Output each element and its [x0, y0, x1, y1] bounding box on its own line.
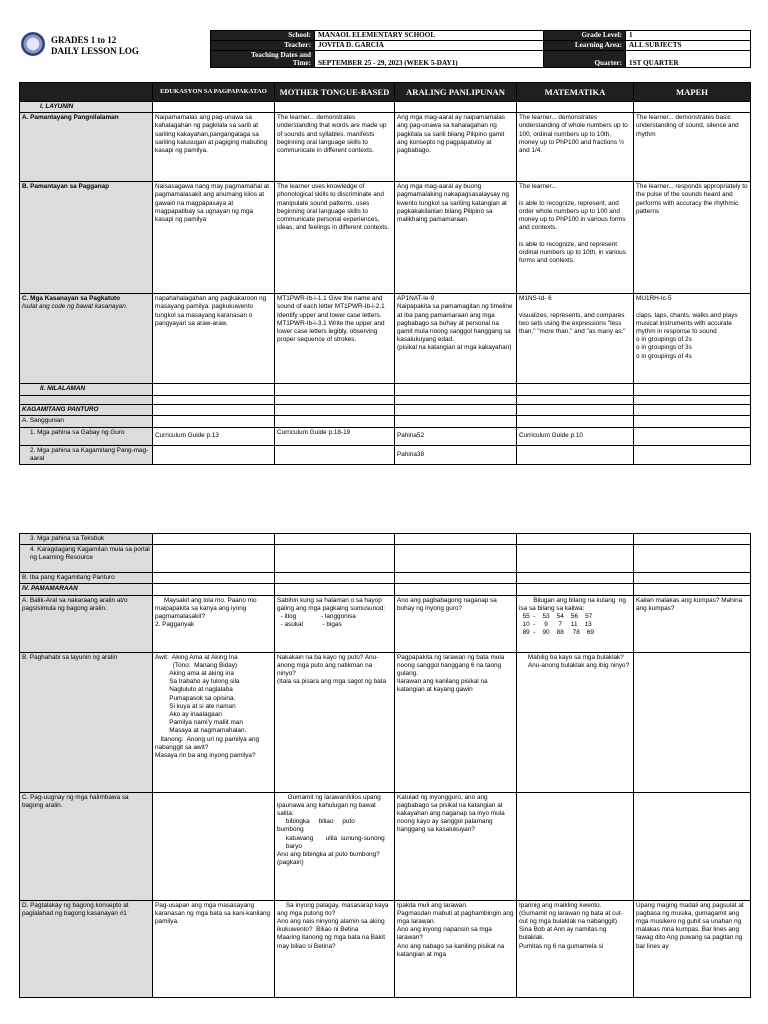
section-nilalaman: [20, 384, 751, 396]
cell: [153, 102, 275, 113]
blank-header: [20, 83, 153, 102]
deped-seal-icon: [21, 32, 45, 56]
cell: Upang maging madali ang pagsulat at pagbasa ng musika, gumagamit ang mga musikero ng guhit sa unahan ng malakas mna kumpas. Bar lines ang tawag dito Ang puwang sa pagitan ng bar lines ay: [634, 900, 751, 997]
section-layunin: [20, 102, 751, 113]
row-label: C. Pag-uugnay ng mga halimbawa sa bagong aralin.: [20, 792, 153, 900]
cell: [634, 384, 751, 396]
cell: M1NS-Id- 6 visualizes, represents, and compares two sets using the expressions "less than," "more than," and "as many as.": [517, 294, 634, 384]
cell: [634, 584, 751, 595]
cell: [634, 652, 751, 792]
cell: The learner... is able to recognize, represent, and order whole numbers up to 100 and money up to PhP100 in various forms and contexts. is able to recognize, and represent ordinal numbers up to 10th, in various forms and contexts.: [517, 182, 634, 294]
school-value: MANAOL ELEMENTARY SCHOOL: [315, 31, 544, 41]
cell: [634, 573, 751, 584]
cell: Katulad ng inyongguro, ano ang pagbabago sa pisikal na katangian at kakayahan ang naganap sa inyo mula noong kayo ay sanggol palamang hanggang sa kasalukuyan?: [395, 792, 517, 900]
cell: Awit: Aking Ama at Aking Ina (Tono: Manang Biday) Aking ama at aking ina Sa trabaho ay tulong sila Nagluluto at naglalaba Pumapasok sa opisina. Si kuya at si ate naman Ako ay inaalagaan Pamilya nami'y maliit man Masaya at nagmamahalan. Itanong: Anong uri ng pamilya ang nabanggit sa awit? Masaya rin ba ang inyong pamilya?: [153, 652, 275, 792]
kagamitan-label: KAGAMITANG PANTURO: [20, 405, 153, 416]
col-math: MATEMATIKA: [517, 83, 634, 102]
cell: [275, 534, 395, 545]
row-balik-aral: [20, 595, 751, 652]
title-line-2: DAILY LESSON LOG: [51, 46, 139, 56]
cell: Curriculum Guide p.10: [517, 427, 634, 445]
col-ap: ARALING PANLIPUNAN: [395, 83, 517, 102]
teacher-label: Teacher:: [211, 41, 315, 51]
cell: [517, 405, 634, 416]
cell: [517, 573, 634, 584]
cell: [634, 396, 751, 405]
row-blank: [20, 396, 751, 405]
cell: Naisasagawa nang may pagmamahal at pagmamalasakit ang anumang kilos at gawain na magpapasaya at magpapatibay sa ugnayan ng mga kasapi ng pamilya: [153, 182, 275, 294]
cell: Mahilig ba kayo sa mga bulaklak? Anu-anong bulaklak ang ibig ninyo?: [517, 652, 634, 792]
cell: [275, 416, 395, 427]
cell: [634, 445, 751, 464]
cell: The learner... demonstrates understanding that words are made up of sounds and syllables. manifests beginning oral language skills to communicate in different contexts.: [275, 113, 395, 182]
cell: [517, 416, 634, 427]
cell: Pahina38: [395, 445, 517, 464]
row-iba-pang-kagamitan: [20, 573, 751, 584]
cell: [153, 445, 275, 464]
lesson-log-page-1: [19, 28, 750, 465]
cell: The learner uses knowledge of phonological skills to discriminate and manipulate sound patterns. uses beginning oral language skills to communicate personal experiences, ideas, and feelings in different contexts.: [275, 182, 395, 294]
cell: Bilugan ang bilang na kulang ng isa sa bilang sa kaliwa: 55 - 53 54 56 57 10 - 9 7 11 13 89 - 90 88 78 69: [517, 595, 634, 652]
lesson-log-page-2: [19, 533, 750, 998]
cell: [517, 396, 634, 405]
cell: [634, 792, 751, 900]
cell: [20, 396, 153, 405]
cell: The learner... demonstrates understanding of whole numbers up to 100, ordinal numbers up to 10th, money up to PhP100 and fractions ½ and 1/4.: [517, 113, 634, 182]
dates-label-line2: Time:: [292, 59, 311, 67]
kagamitan-pm-label: 2. Mga pahina sa Kagamitang Pang-mag-aaral: [20, 445, 153, 464]
school-label: School:: [211, 31, 315, 41]
row-label: B. Pamantayan sa Pagganap: [20, 182, 153, 294]
cell: [275, 384, 395, 396]
cell: [517, 102, 634, 113]
col-mtb: MOTHER TONGUE-BASED: [275, 83, 395, 102]
cell: Ipakita muli ang larawan. Pagmasdan mabuti at paghambingin ang mga larawan. Ano ang inyong napansin sa mga larawan? Ano ang nabago sa kaniling pisikal na katangian at mga: [395, 900, 517, 997]
row-pamantayang-pangnilalaman: [20, 113, 751, 182]
cell: [517, 545, 634, 573]
area-value: ALL SUBJECTS: [626, 41, 751, 51]
cell: AP1NAT-Ie-9 Naipapakita sa pamamagitan ng timeline at iba pang pamamaraan ang mga pagbabago sa buhay at personal na gamit mula noong sanggol hanggang sa kasalukuyang edad. (pisikal na katangian at mga kakayahan): [395, 294, 517, 384]
cell: [275, 545, 395, 573]
cell: [153, 792, 275, 900]
cell: [153, 534, 275, 545]
teacher-value: JOVITA D. GARCIA: [315, 41, 544, 51]
cell: Pagpapakita ng larawan ng bata mula noong sanggol hanggang 6 na taong gulang. Ilarawan ang kanilang pisikal na katangian at kayang gawin: [395, 652, 517, 792]
cell: [517, 584, 634, 595]
cell: Ang mga mag-aaral ay buong pagmamalaking nakapagsasalaysay ng kwento tungkol sa sariling katangian at pagkakakilanlan bilang Pilipino sa malikhaing pamamaraan.: [395, 182, 517, 294]
cell: [153, 584, 275, 595]
cell: Ang mga mag-aaral ay naipamamalas ang pag-unawa sa kahalagahan ng pagkilala sa sarili bilang Pilipino gamit ang konsepto ng pagpapatuloy at pagbabago.: [395, 113, 517, 182]
lesson-table-1: [19, 82, 751, 465]
cell: [395, 405, 517, 416]
cell: [275, 102, 395, 113]
row-label: B. Paghahabi sa layunin ng aralin: [20, 652, 153, 792]
cell: [153, 416, 275, 427]
gabay-label: 1. Mga pahina sa Gabay ng Guro: [20, 427, 153, 445]
pamamaraan-label: IV. PAMAMARAAN: [20, 584, 153, 595]
cell: [395, 102, 517, 113]
grade-label: Grade Level:: [544, 31, 626, 41]
cell: [395, 573, 517, 584]
cell: [634, 545, 751, 573]
cell: Iparinig ang maikling kwento. (Gumamit ng larawan ng bata at cut-out ng mga bulaklak na nabanggit) Sina Bob at Ann ay namitas ng bulaklak. Pumitas ng 6 na gumamela si: [517, 900, 634, 997]
cell: Curriculum Guide p.13: [153, 427, 275, 445]
sanggunian-label: A. Sanggunian: [20, 416, 153, 427]
cell: [395, 545, 517, 573]
cell: The learner... responds appropriately to the pulse of the sounds heard and performs with accuracy the rhythmic patterns: [634, 182, 751, 294]
row-sanggunian: [20, 416, 751, 427]
cell: [275, 405, 395, 416]
cell: [634, 405, 751, 416]
section-kagamitan: [20, 405, 751, 416]
row-gabay: [20, 427, 751, 445]
lesson-table-2: [19, 533, 751, 998]
dates-label-line1: Teaching Dates and: [250, 51, 311, 59]
cell: [395, 416, 517, 427]
row-label: A. Balik-Aral sa nakaraang aralin at/o pagsisimula ng bagong aralin.: [20, 595, 153, 652]
cell: [153, 545, 275, 573]
cell: [275, 584, 395, 595]
cell: Curriculum Guide p.18-19: [275, 427, 395, 445]
cell: [634, 102, 751, 113]
row-karagdagang: [20, 545, 751, 573]
row-pagtalakay-1: [20, 900, 751, 997]
teksbuk-label: 3. Mga pahina sa Teksbuk: [20, 534, 153, 545]
cell: [395, 584, 517, 595]
row-paghahabi: [20, 652, 751, 792]
cell: [517, 384, 634, 396]
iba-label: B. Iba pang Kagamitang Panturo: [20, 573, 153, 584]
cell: [634, 534, 751, 545]
cell: Nakakain na ba kayo ng puto? Anu-anong mga puto ang natikman na ninyo? (Itala sa pisara ang mga sagot ng bata: [275, 652, 395, 792]
cell: Maysakit ang lola mo. Paano mo maipapakita sa kanya ang iyong pagmamalasakit? 2. Pagganyak: [153, 595, 275, 652]
log-title: [51, 35, 139, 57]
cell: Sabihin kung sa halaman o sa hayop galing ang mga pagkaing sumusunod: - itlog - langgonisa - asukal - bigas: [275, 595, 395, 652]
quarter-value: 1ST QUARTER: [626, 51, 751, 68]
column-header-row: [20, 83, 751, 102]
col-esp: EDUKASYON SA PAGPAPAKATAO: [153, 83, 275, 102]
cell: Gumamit ng larawan/kilos upang ipaunawa ang kahulugan ng bawat salita: bibingka biliao puto bumbong katuwang ulila sunung-sunong baryo Ano ang bibingka at puto bumbong? (pagkain): [275, 792, 395, 900]
row-label-sub: Isulat ang code ng bawat kasanayan.: [22, 303, 128, 311]
row-label: [20, 294, 153, 384]
dates-label: [211, 51, 315, 68]
row-label: D. Pagtalakay ng bagong konsepto at paglalahad ng bagong kasanayan #1: [20, 900, 153, 997]
nilalaman-label: II. NILALAMAN: [20, 384, 153, 396]
cell: Ano ang pagbabagong naganap sa buhay ng inyong guro?: [395, 595, 517, 652]
row-label-text: C. Mga Kasanayan sa Pagkatuto: [22, 295, 121, 303]
grade-value: 1: [626, 31, 751, 41]
header-table: [210, 30, 751, 68]
cell: [517, 792, 634, 900]
row-kasanayan: [20, 294, 751, 384]
cell: Pahina52: [395, 427, 517, 445]
cell: Kailan malakas ang kumpas? Mahina ang kumpas?: [634, 595, 751, 652]
cell: The learner... demonstrates basic understanding of sound, silence and rhythm: [634, 113, 751, 182]
area-label: Learning Area:: [544, 41, 626, 51]
cell: [153, 573, 275, 584]
cell: Pag-usapan ang mga masasayang karanasan ng mga bata sa kani-kanilang pamilya.: [153, 900, 275, 997]
row-kagamitang-pang-mag-aaral: [20, 445, 751, 464]
row-label: A. Pamantayang Pangnilalaman: [20, 113, 153, 182]
cell: MU1RH-Ic-5 claps, taps, chants, walks and plays musical instruments with accurate rhythm in response to sound o in groupings of 2s o in groupings of 3s o in groupings of 4s: [634, 294, 751, 384]
row-pag-uugnay: [20, 792, 751, 900]
cell: [634, 427, 751, 445]
header-block: [19, 28, 750, 78]
cell: napahahalagahan ang pagkakaroon ng masayang pamilya. pagkukuwento tungkol sa masayang karanasan o pangyayari sa araw-araw.: [153, 294, 275, 384]
row-pamantayan-sa-pagganap: [20, 182, 751, 294]
dates-value: SEPTEMBER 25 - 29, 2023 (WEEK 5-DAY1): [315, 51, 544, 68]
cell: [153, 396, 275, 405]
cell: [395, 534, 517, 545]
cell: [517, 445, 634, 464]
row-teksbuk: [20, 534, 751, 545]
cell: [395, 384, 517, 396]
cell: [517, 534, 634, 545]
cell: Sa inyong palagay, masasarap kaya ang mga putong ito? Ano ang nais ninyong alamin sa aking ikukuwento? Biliao ni Betina Maaring itanong ng mga bata na Bakit may biliao si Betina?: [275, 900, 395, 997]
cell: Naipamamalas ang pag-unawa sa kahalagahan ng pagkilala sa sarili at sariling kakayahan,pangangalaga sa sariling kalusugan at pagiging mabuting kasapi ng pamilya.: [153, 113, 275, 182]
title-line-1: GRADES 1 to 12: [51, 35, 117, 45]
cell: [275, 573, 395, 584]
cell: [395, 396, 517, 405]
col-mapeh: MAPEH: [634, 83, 751, 102]
karagdagang-label: 4. Karagdagang Kagamitan mula sa portal ng Learning Resource: [20, 545, 153, 573]
section-pamamaraan: [20, 584, 751, 595]
quarter-label: Quarter:: [544, 51, 626, 68]
cell: [634, 416, 751, 427]
layunin-label: I. LAYUNIN: [20, 102, 153, 113]
cell: MT1PWR-Ib-i-1.1 Give the name and sound of each letter MT1PWR-Ib-i-2.1 Identify upper and lower case letters. MT1PWR-Ib-i-3.1 Write the upper and lower case letters legibly, observing proper sequence of strokes.: [275, 294, 395, 384]
cell: [275, 396, 395, 405]
cell: [275, 445, 395, 464]
cell: [153, 384, 275, 396]
cell: [153, 405, 275, 416]
